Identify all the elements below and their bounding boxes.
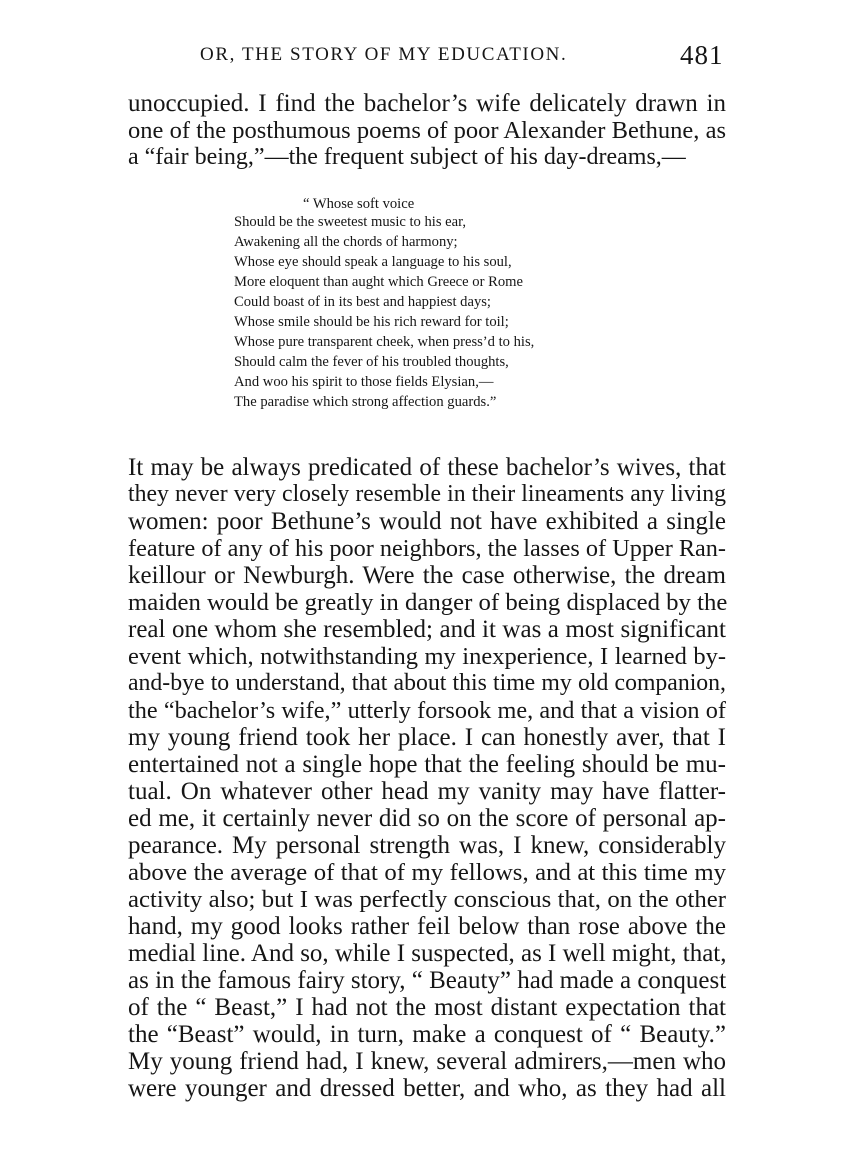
poem-line: Whose eye should speak a language to his soul, xyxy=(234,254,512,270)
poem-line: Whose pure transparent cheek, when press’d to his, xyxy=(234,334,535,350)
text-line: ed me, it certainly never did so on the score of personal ap- xyxy=(128,805,726,832)
text-line: the “bachelor’s wife,” utterly forsook me, and that a vision of xyxy=(128,697,726,724)
text-line: as in the famous fairy story, “ Beauty” had made a conquest xyxy=(128,967,727,994)
poem-line: The paradise which strong affection guards.” xyxy=(234,394,497,410)
poem-line: And woo his spirit to those fields Elysian,— xyxy=(234,374,494,390)
text-line: were younger and dressed better, and who, as they had all xyxy=(128,1075,726,1102)
text-line: keillour or Newburgh. Were the case otherwise, the dream xyxy=(128,562,726,589)
text-line: above the average of that of my fellows, and at this time my xyxy=(128,859,726,886)
text-line: activity also; but I was perfectly conscious that, on the other xyxy=(128,886,726,913)
text-line: hand, my good looks rather feil below than rose above the xyxy=(128,913,726,940)
text-line: women: poor Bethune’s would not have exhibited a single xyxy=(128,508,726,535)
text-line: entertained not a single hope that the feeling should be mu- xyxy=(128,751,726,778)
poem-line: Should calm the fever of his troubled thoughts, xyxy=(234,354,509,370)
text-line: they never very closely resemble in their lineaments any living xyxy=(128,481,726,507)
text-line: feature of any of his poor neighbors, the lasses of Upper Ran- xyxy=(128,535,726,562)
running-title: OR, THE STORY OF MY EDUCATION. xyxy=(200,44,568,65)
poem-line: Could boast of in its best and happiest days; xyxy=(234,294,491,310)
poem-line: Awakening all the chords of harmony; xyxy=(234,234,458,250)
text-line: my young friend took her place. I can honestly aver, that I xyxy=(128,724,726,751)
text-line: My young friend had, I knew, several admirers,—men who xyxy=(128,1048,726,1075)
poem-line: Should be the sweetest music to his ear, xyxy=(234,214,467,230)
text-line: and-bye to understand, that about this time my old companion, xyxy=(128,670,726,696)
poem-line: Whose smile should be his rich reward for toil; xyxy=(234,314,509,330)
poem-line: More eloquent than aught which Greece or Rome xyxy=(234,274,523,290)
text-line: It may be always predicated of these bachelor’s wives, that xyxy=(128,454,726,481)
text-line: of the “ Beast,” I had not the most distant expectation that xyxy=(128,994,726,1021)
page-number: 481 xyxy=(680,40,724,70)
text-line: tual. On whatever other head my vanity may have flatter- xyxy=(128,778,726,805)
text-line: unoccupied. I find the bachelor’s wife delicately drawn in xyxy=(128,90,726,117)
text-line: one of the posthumous poems of poor Alexander Bethune, as xyxy=(128,117,726,144)
text-line: the “Beast” would, in turn, make a conquest of “ Beauty.” xyxy=(128,1021,726,1048)
poem-line: “ Whose soft voice xyxy=(303,196,415,212)
text-line: event which, notwithstanding my inexperience, I learned by- xyxy=(128,643,726,670)
text-line: medial line. And so, while I suspected, as I well might, that, xyxy=(128,940,727,967)
text-line: maiden would be greatly in danger of being displaced by the xyxy=(128,589,728,616)
text-line: pearance. My personal strength was, I knew, considerably xyxy=(128,832,726,859)
text-line: a “fair being,”—the frequent subject of his day-dreams,— xyxy=(128,144,686,170)
text-line: real one whom she resembled; and it was a most significant xyxy=(128,616,726,643)
